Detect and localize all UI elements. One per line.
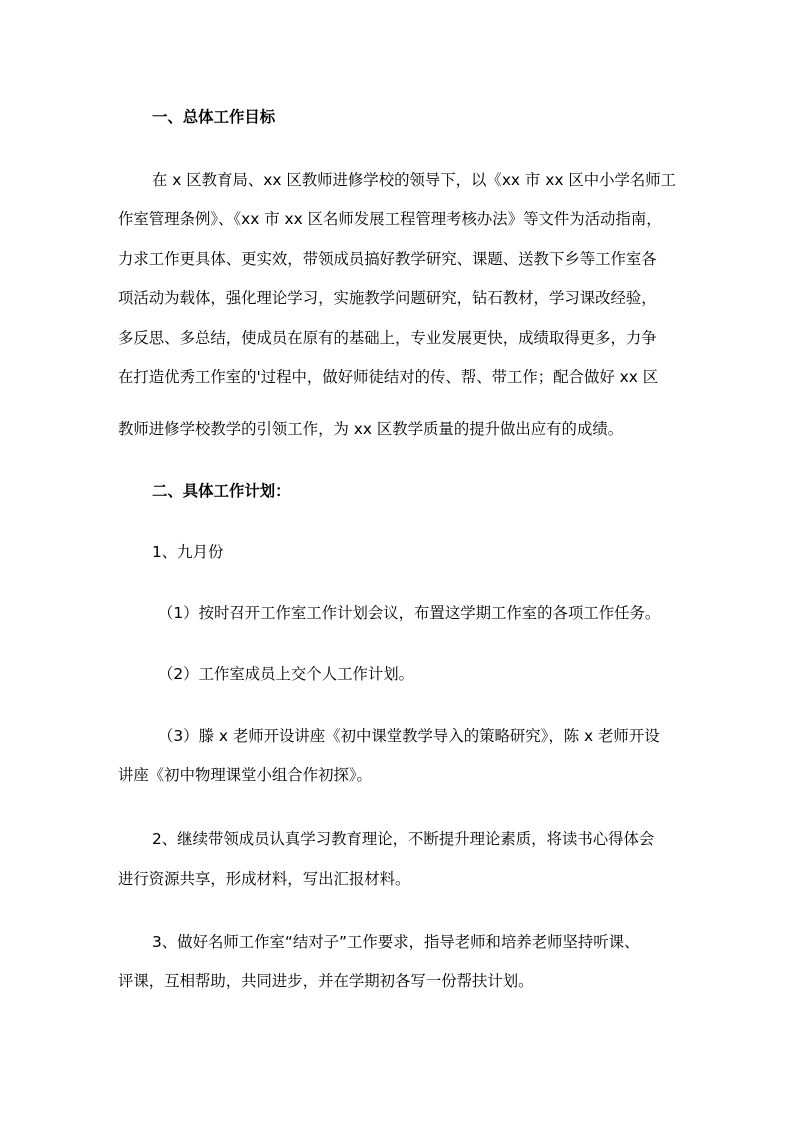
sub-item-3-line: （3）滕 x 老师开设讲座《初中课堂教学导入的策略研究》，陈 x 老师开设 [158,727,660,745]
section-heading-plan: 二、具体工作计划： [152,482,291,500]
sub-item-2: （2）工作室成员上交个人工作计划。 [158,665,415,683]
paragraph-line: 教师进修学校教学的引领工作，为 xx 区教学质量的提升做出应有的成绩。 [118,420,624,438]
list-item-2-line: 进行资源共享，形成材料，写出汇报材料。 [118,870,411,888]
paragraph-line: 多反思、多总结，使成员在原有的基础上，专业发展更快，成绩取得更多，力争 [118,329,657,347]
list-item-3-line: 评课，互相帮助，共同进步，并在学期初各写一份帮扶计划。 [118,972,534,990]
paragraph-line: 在 x 区教育局、xx 区教师进修学校的领导下，以《xx 市 xx 区中小学名师工 [152,171,677,189]
list-item-september: 1、九月份 [152,543,224,561]
paragraph-line: 力求工作更具体、更实效，带领成员搞好教学研究、课题、送教下乡等工作室各 [118,250,657,268]
paragraph-line: 在打造优秀工作室的'过程中，做好师徒结对的传、帮、带工作；配合做好 xx 区 [118,368,659,386]
sub-item-1: （1）按时召开工作室工作计划会议，布置这学期工作室的各项工作任务。 [158,604,661,622]
list-item-2-line: 2、继续带领成员认真学习教育理论，不断提升理论素质，将读书心得体会 [152,830,655,848]
list-item-3-line: 3、做好名师工作室“结对子”工作要求，指导老师和培养老师坚持听课、 [152,933,640,951]
section-heading-goals: 一、总体工作目标 [152,108,276,126]
paragraph-line: 项活动为载体，强化理论学习，实施教学问题研究，钻石教材，学习课改经验， [118,289,657,307]
paragraph-line: 作室管理条例》、《xx 市 xx 区名师发展工程管理考核办法》等文件为活动指南， [118,210,662,228]
sub-item-3-line: 讲座《初中物理课堂小组合作初探》。 [118,766,372,784]
